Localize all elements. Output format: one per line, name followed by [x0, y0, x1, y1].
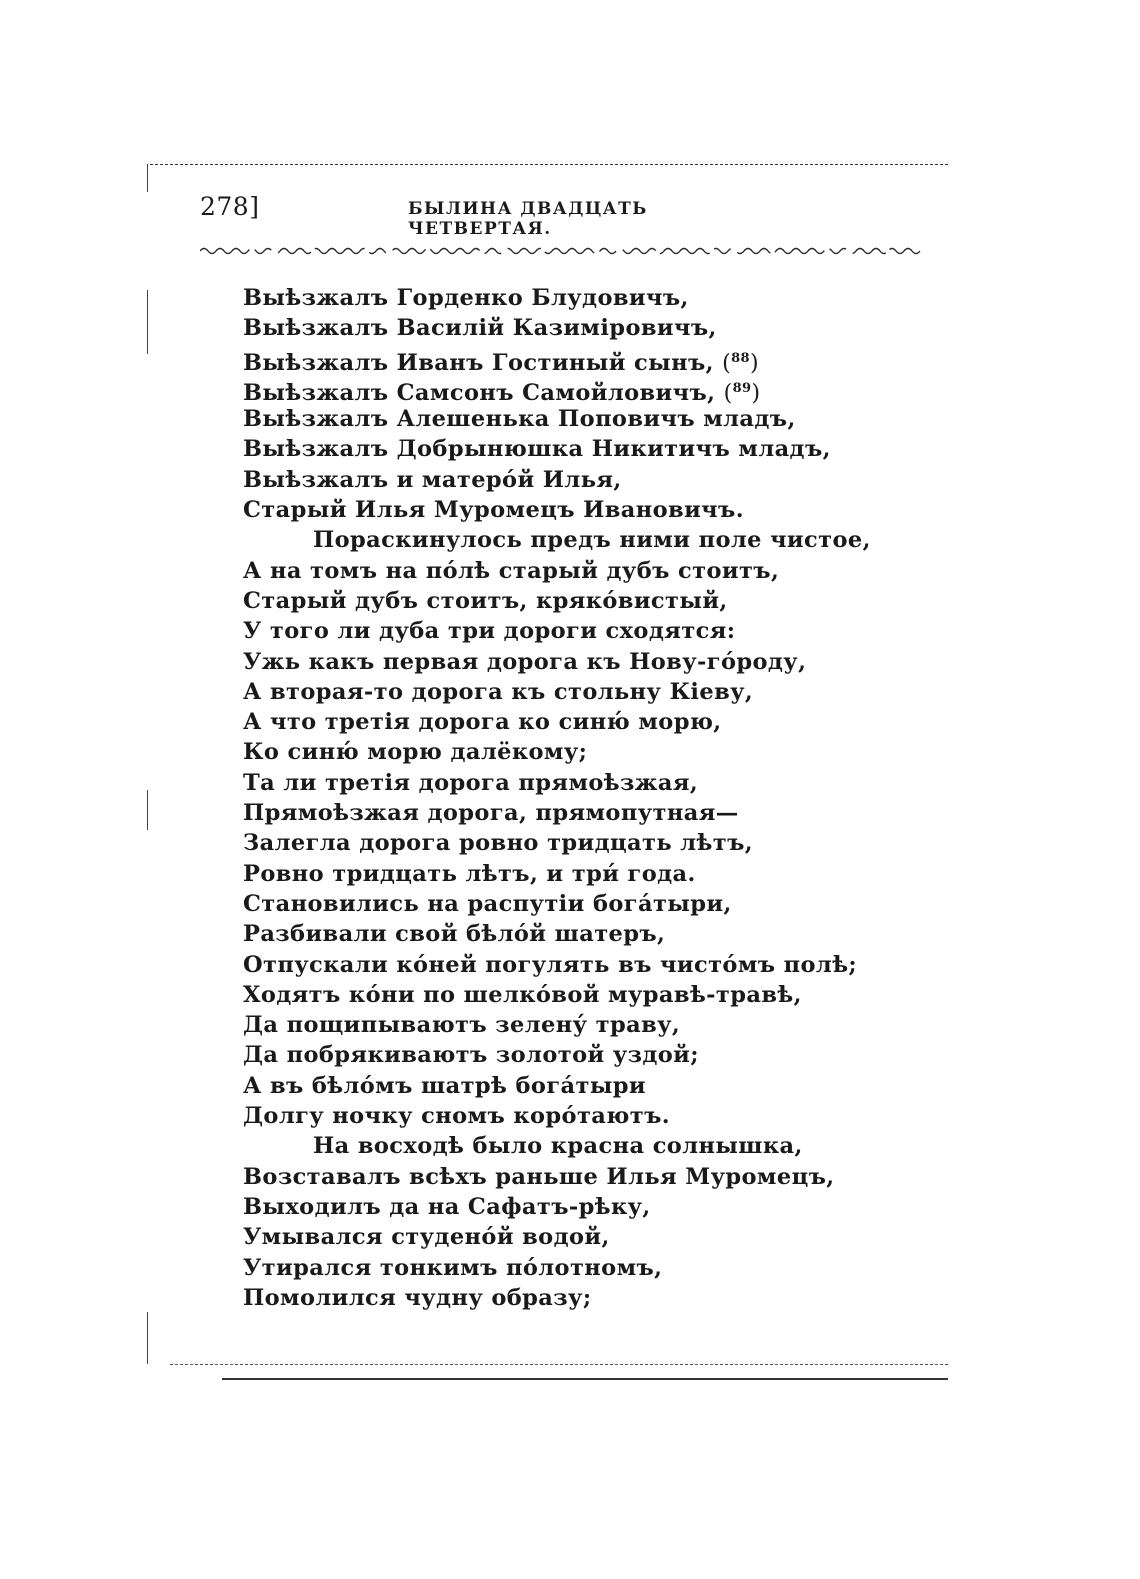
verse-line [243, 495, 883, 525]
footnote-ref[interactable]: 89 [732, 380, 752, 396]
verse-text: Ходятъ кóни по шелкóвой муравѣ-травѣ, [243, 981, 802, 1008]
running-title: БЫЛИНА ДВАДЦАТЬ ЧЕТВЕРТАЯ. [408, 199, 648, 239]
verse-line [243, 919, 883, 949]
note-paren-close: ) [750, 350, 759, 376]
verse-line [243, 677, 883, 707]
bottom-rule-thin [170, 1364, 948, 1365]
verse-text: Ровно тридцать лѣтъ, и три́ года. [243, 860, 696, 887]
verse-line [243, 980, 883, 1010]
verse-line [243, 525, 883, 555]
verse-line [243, 434, 883, 464]
verse-text: Помолился чудну образу; [243, 1284, 592, 1311]
wavy-rule [200, 244, 930, 258]
verse-line [243, 556, 883, 586]
verse-text: Умывался студенóй водой, [243, 1224, 610, 1251]
verse-text: Выѣзжалъ Василій Казиміровичъ, [243, 315, 717, 342]
verse-line [243, 1253, 883, 1283]
verse-text: Разбивали свой бѣлóй шатеръ, [243, 921, 666, 948]
verse-text: Ужь какъ первая дорога къ Нову-гóроду, [243, 648, 807, 675]
verse-line [243, 1131, 883, 1161]
verse-line [243, 616, 883, 646]
verse-text: Становились на распутіи богáтыри, [243, 890, 732, 917]
verse-text: Та ли третія дорога прямоѣзжая, [243, 769, 699, 796]
verse-text: Старый дубъ стоитъ, крякóвистый, [243, 587, 728, 614]
verse-text: Ко синю́ морю далёкому; [243, 739, 588, 766]
margin-mark [147, 164, 148, 192]
verse-line [243, 404, 883, 434]
page-header [200, 192, 740, 239]
verse-text: А вторая-то дорога къ стольну Кіеву, [243, 678, 754, 705]
verse-text: У того ли дуба три дороги сходятся: [243, 618, 736, 645]
verse-line [243, 1040, 883, 1070]
verse-line [243, 1283, 883, 1313]
verse-line [243, 1010, 883, 1040]
verse-line [243, 313, 883, 343]
verse-text: Залегла дорога ровно тридцать лѣтъ, [243, 830, 753, 857]
verse-text: Да пощипываютъ зелену́ траву, [243, 1012, 681, 1039]
verse-line [243, 586, 883, 616]
verse-line [243, 828, 883, 858]
verse-line [243, 1101, 883, 1131]
verse-text: Отпускали кóней погулять въ чистóмъ полѣ; [243, 951, 858, 978]
verse-line [243, 859, 883, 889]
verse-line [243, 1192, 883, 1222]
verse-text: Утирался тонкимъ пóлотномъ, [243, 1254, 663, 1281]
verse-line [243, 707, 883, 737]
verse-line [243, 950, 883, 980]
verse-text: Выѣзжалъ Самсонъ Самойловичъ, [243, 379, 716, 406]
note-paren-close: ) [751, 380, 761, 406]
verse-line [243, 465, 883, 495]
verse-line [243, 647, 883, 677]
verse-line [243, 1071, 883, 1101]
verse-text: На восходѣ было красна солнышка, [313, 1133, 803, 1160]
margin-mark [147, 290, 148, 354]
verse-line [243, 283, 883, 313]
verse-text: Выходилъ да на Сафатъ-рѣку, [243, 1193, 651, 1220]
verse-text: А что третія дорога ко синю́ морю, [243, 709, 722, 736]
verse-text: Прямоѣзжая дорога, прямопутная— [243, 800, 739, 827]
verse-text: Выѣзжалъ Алешенька Поповичъ младъ, [243, 406, 796, 433]
verse-text: Выѣзжалъ и матерóй Илья, [243, 466, 622, 493]
verse-line [243, 1162, 883, 1192]
verse-text: А въ бѣлóмъ шатрѣ богáтыри [243, 1072, 647, 1099]
verse-line [243, 374, 883, 404]
verse-line [243, 798, 883, 828]
verse-text: А на томъ на пóлѣ старый дубъ стоитъ, [243, 557, 780, 584]
note-paren-open: ( [722, 350, 732, 376]
verse-text: Выѣзжалъ Добрынюшка Никитичъ младъ, [243, 436, 831, 463]
verse-text: Да побрякиваютъ золотой уздой; [243, 1042, 699, 1069]
verse-text: Долгу ночку сномъ корóтаютъ. [243, 1103, 670, 1130]
footnote-ref[interactable]: 88 [731, 350, 750, 366]
verse-text: Пораскинулось предъ ними поле чистое, [313, 527, 871, 554]
verse-line [243, 889, 883, 919]
margin-mark [147, 790, 148, 830]
verse-line [243, 1222, 883, 1252]
verse-text: Старый Илья Муромецъ Ивановичъ. [243, 497, 744, 524]
verse-line [243, 768, 883, 798]
page-number: 278] [200, 192, 260, 221]
top-rule [150, 164, 948, 165]
verse-line [243, 344, 883, 374]
verse-text: Выѣзжалъ Горденко Блудовичъ, [243, 285, 689, 311]
verse-line [243, 737, 883, 767]
bottom-rule [222, 1378, 948, 1380]
margin-mark [147, 1312, 148, 1364]
verse-text: Возставалъ всѣхъ раньше Илья Муромецъ, [243, 1163, 835, 1190]
poem-text [243, 283, 883, 1313]
note-paren-open: ( [723, 380, 733, 406]
verse-text: Выѣзжалъ Иванъ Гостиный сынъ, [243, 349, 714, 376]
